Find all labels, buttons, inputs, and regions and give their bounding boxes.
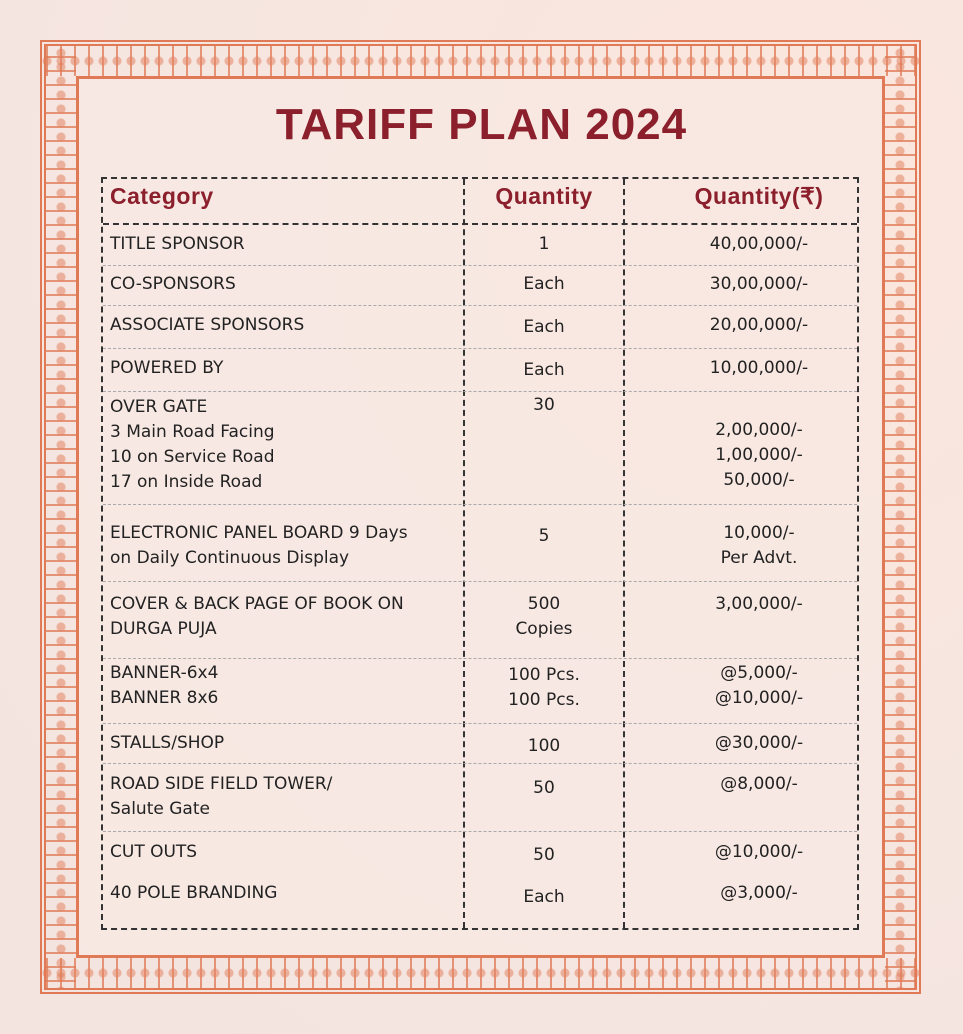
row-co-sponsors-category: CO-SPONSORS [110,274,236,294]
row-divider [103,581,857,582]
row-divider [103,504,857,505]
header-amount: Quantity(₹) [694,183,824,209]
row-divider [103,265,857,266]
row-over-gate-amount: 2,00,000/- 1,00,000/- 50,000/- [715,420,803,490]
row-pole-branding-quantity: Each [523,887,565,907]
row-banner-quantity: 100 Pcs. 100 Pcs. [508,665,580,710]
row-stalls-amount: @30,000/- [714,733,804,753]
row-powered-by-quantity: Each [523,360,565,380]
decorative-border-left [46,46,76,988]
row-stalls-category: STALLS/SHOP [110,733,225,753]
row-cover-back-page-amount: 3,00,000/- [715,594,803,614]
row-over-gate-quantity: 30 [533,395,555,415]
row-road-side-tower-amount: @8,000/- [720,774,798,794]
row-divider [103,763,857,764]
row-divider [103,831,857,832]
row-title-sponsor-category: TITLE SPONSOR [110,234,245,254]
row-cover-back-page-quantity: 500 Copies [515,594,573,639]
row-associate-sponsors-category: ASSOCIATE SPONSORS [110,315,305,335]
row-banner-amount: @5,000/- @10,000/- [714,663,804,708]
row-divider [103,305,857,306]
row-associate-sponsors-quantity: Each [523,317,565,337]
tariff-table [101,177,859,930]
row-road-side-tower-category: ROAD SIDE FIELD TOWER/ Salute Gate [110,774,333,819]
header-quantity: Quantity [495,183,593,209]
row-electronic-panel-quantity: 5 [538,526,550,546]
row-cut-outs-amount: @10,000/- [714,842,804,862]
row-pole-branding-amount: @3,000/- [720,883,798,903]
row-co-sponsors-quantity: Each [523,274,565,294]
row-pole-branding-category: 40 POLE BRANDING [110,883,278,903]
decorative-border-bottom [40,958,921,988]
row-over-gate-category: OVER GATE 3 Main Road Facing 10 on Service Road 17 on Inside Road [110,397,275,492]
row-stalls-quantity: 100 [527,736,561,756]
decorative-border-top [40,46,921,76]
page-title: TARIFF PLAN 2024 [275,100,688,149]
header-category: Category [110,183,214,209]
row-electronic-panel-category: ELECTRONIC PANEL BOARD 9 Days on Daily Continuous Display [110,523,408,568]
row-divider [103,723,857,724]
row-associate-sponsors-amount: 20,00,000/- [709,315,809,335]
row-title-sponsor-amount: 40,00,000/- [709,234,809,254]
row-divider [103,348,857,349]
row-cut-outs-category: CUT OUTS [110,842,198,862]
row-powered-by-amount: 10,00,000/- [709,358,809,378]
header-divider [103,223,857,225]
row-powered-by-category: POWERED BY [110,358,224,378]
row-co-sponsors-amount: 30,00,000/- [709,274,809,294]
row-cover-back-page-category: COVER & BACK PAGE OF BOOK ON DURGA PUJA [110,594,404,639]
row-electronic-panel-amount: 10,000/- Per Advt. [720,523,798,568]
row-cut-outs-quantity: 50 [533,845,555,865]
row-title-sponsor-quantity: 1 [538,234,550,254]
row-banner-category: BANNER-6x4 BANNER 8x6 [110,663,219,708]
row-divider [103,391,857,392]
row-road-side-tower-quantity: 50 [533,778,555,798]
row-divider [103,658,857,659]
